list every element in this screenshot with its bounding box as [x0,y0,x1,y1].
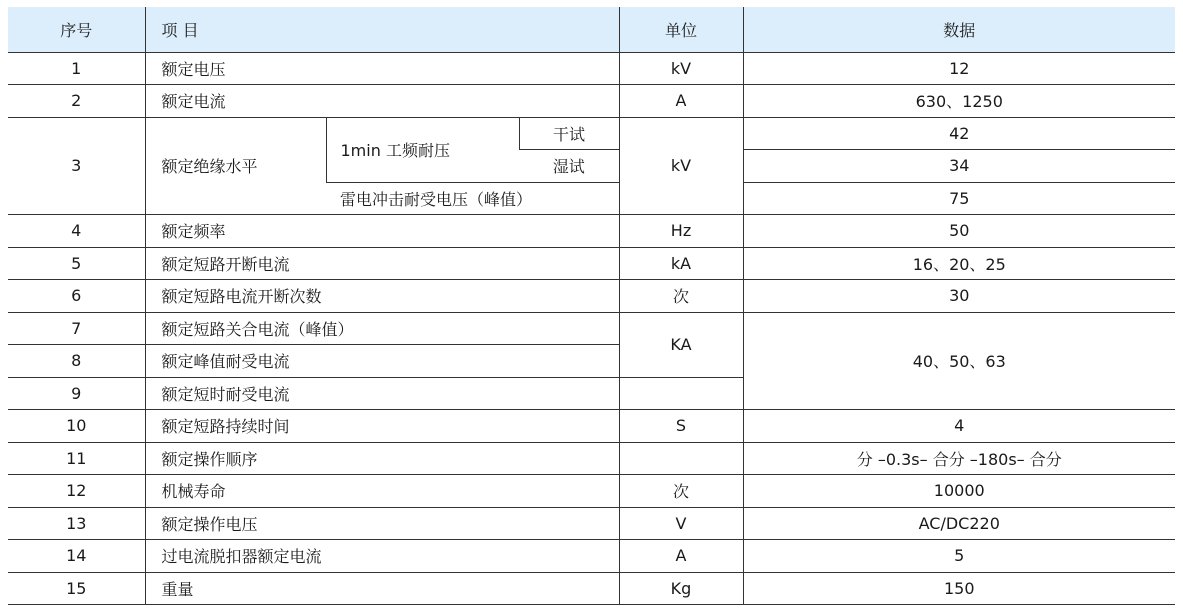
row-no: 5 [8,247,145,280]
row-no: 9 [8,377,145,410]
header-no: 序号 [8,7,145,52]
table-header-row [8,7,1175,52]
spec-table [8,7,1175,605]
row-item: 额定频率 [145,215,619,248]
row-unit: kV [619,117,743,215]
table-row [8,85,1175,118]
table-row [8,247,1175,280]
table-row [8,572,1175,605]
row-item: 额定电流 [145,85,619,118]
table-row [8,507,1175,540]
row-unit: A [619,540,743,573]
row-value-impulse: 75 [743,182,1175,215]
row-item: 额定短路开断电流 [145,247,619,280]
header-unit: 单位 [619,7,743,52]
row-unit: kV [619,52,743,85]
row-unit: Hz [619,215,743,248]
row-unit [619,442,743,475]
row-unit: 次 [619,280,743,313]
table-row [8,215,1175,248]
row-value: 30 [743,280,1175,313]
row-no: 15 [8,572,145,605]
row-item: 机械寿命 [145,475,619,508]
row-unit: Kg [619,572,743,605]
row-value: 16、20、25 [743,247,1175,280]
row-value: 4 [743,410,1175,443]
row-unit: S [619,410,743,443]
row-unit: 次 [619,475,743,508]
table-row [8,442,1175,475]
row-item: 额定操作电压 [145,507,619,540]
row-item: 额定峰值耐受电流 [145,345,619,378]
table-row [8,410,1175,443]
header-item: 项 目 [145,7,619,52]
row-no: 3 [8,117,145,215]
row-unit: A [619,85,743,118]
row-value: 150 [743,572,1175,605]
row-item: 额定电压 [145,52,619,85]
row-value: 630、1250 [743,85,1175,118]
row-no: 7 [8,312,145,345]
row-item: 额定短路持续时间 [145,410,619,443]
row-subitem: 1min 工频耐压 [326,117,519,182]
row-no: 11 [8,442,145,475]
header-data: 数据 [743,7,1175,52]
row-no: 4 [8,215,145,248]
row-value: 5 [743,540,1175,573]
table-row [8,52,1175,85]
row-value-wet: 34 [743,150,1175,183]
dry-test-label: 干试 [519,117,619,150]
row-item: 额定短时耐受电流 [145,377,619,410]
row-value: 10000 [743,475,1175,508]
row-value: 50 [743,215,1175,248]
row-no: 13 [8,507,145,540]
row-value: 40、50、63 [743,312,1175,410]
row-no: 14 [8,540,145,573]
row-unit: kA [619,247,743,280]
table-row [8,312,1175,345]
row-item: 重量 [145,572,619,605]
row-unit: V [619,507,743,540]
row-value: 12 [743,52,1175,85]
wet-test-label: 湿试 [519,150,619,183]
row-no: 2 [8,85,145,118]
row-value-dry: 42 [743,117,1175,150]
impulse-label: 雷电冲击耐受电压（峰值） [326,182,619,215]
row-item: 额定短路关合电流（峰值） [145,312,619,345]
row-item: 额定短路电流开断次数 [145,280,619,313]
row-no: 1 [8,52,145,85]
row-item: 额定操作顺序 [145,442,619,475]
row-unit [619,377,743,410]
table-row [8,280,1175,313]
table-row [8,475,1175,508]
table-row [8,117,1175,150]
row-item: 过电流脱扣器额定电流 [145,540,619,573]
row-no: 8 [8,345,145,378]
row-no: 6 [8,280,145,313]
row-value: AC/DC220 [743,507,1175,540]
row-item: 额定绝缘水平 [145,117,326,215]
row-value: 分 –0.3s– 合分 –180s– 合分 [743,442,1175,475]
table-row [8,540,1175,573]
row-no: 10 [8,410,145,443]
row-no: 12 [8,475,145,508]
row-unit: KA [619,312,743,377]
